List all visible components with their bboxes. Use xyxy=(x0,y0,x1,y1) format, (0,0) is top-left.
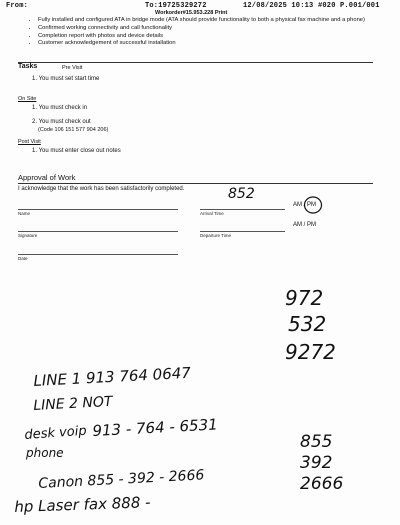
approval-title: Approval of Work xyxy=(18,173,76,182)
handwritten-hp-laser-fax: hp Laser fax 888 - xyxy=(14,493,151,516)
bullet-item: • Completion report with photos and device details xyxy=(38,33,383,41)
approval-statement: I acknowledge that the work has been satisfactorily completed. xyxy=(18,186,185,192)
handwritten-line2: LINE 2 NOT xyxy=(33,393,113,414)
fax-from: From: xyxy=(6,2,29,10)
arrival-time-line xyxy=(200,209,285,210)
handwritten-number: 392 xyxy=(300,453,333,473)
on-site-label: On Site xyxy=(18,96,37,102)
approval-divider xyxy=(18,183,373,184)
task-close-out-notes: 1. You must enter close out notes xyxy=(32,148,121,154)
handwritten-number: 532 xyxy=(288,312,327,336)
post-visit-label: Post Visit xyxy=(18,139,41,145)
fax-page: #020 P.001/001 xyxy=(318,2,380,10)
date-line xyxy=(18,254,178,255)
arrival-time-label: Arrival Time xyxy=(200,211,224,216)
tasks-divider xyxy=(18,62,373,63)
pm-circle-mark xyxy=(303,195,323,215)
task-check-in: 1. You must check in xyxy=(32,105,88,111)
handwritten-desk-voip: desk voip xyxy=(24,423,88,443)
tasks-title: Tasks xyxy=(18,63,38,70)
arrival-ampm: AM / PM xyxy=(293,202,317,208)
fax-to: To:19725329272 xyxy=(145,2,207,10)
task-set-start-time: 1. You must set start time xyxy=(32,76,100,82)
handwritten-number: 972 xyxy=(285,286,324,310)
check-out-code: (Code 106 151 577 904 206) xyxy=(38,127,109,133)
departure-time-label: Departure Time xyxy=(200,233,232,238)
handwritten-phone: phone xyxy=(26,446,64,460)
date-label: Date xyxy=(18,256,28,261)
name-line xyxy=(18,209,178,210)
workorder-number: Workorder#15.953.228 Print xyxy=(155,10,228,16)
handwritten-line1: LINE 1 913 764 0647 xyxy=(33,363,192,390)
bullet-item: • Customer acknowledgement of successful installation xyxy=(38,40,383,48)
departure-time-line xyxy=(200,231,285,232)
bullet-item: • Confirmed working connectivity and call functionality xyxy=(38,25,383,33)
pre-visit-label: Pre Visit xyxy=(62,65,83,71)
signature-label: Signature xyxy=(18,233,38,238)
handwritten-arrival-time: 852 xyxy=(228,186,255,202)
handwritten-canon: Canon 855 - 392 - 2666 xyxy=(38,467,205,492)
bullet-item: • Fully installed and configured ATA in bridge mode (ATA should provide functionality to both a physical fax machine and a phone) xyxy=(38,17,383,25)
handwritten-number: 855 xyxy=(300,432,333,452)
deliverables-list xyxy=(24,17,383,48)
task-check-out: 2. You must check out xyxy=(32,119,91,125)
handwritten-number: 9272 xyxy=(285,340,336,364)
signature-line xyxy=(18,231,178,232)
handwritten-number: 2666 xyxy=(300,474,344,494)
fax-datetime: 12/08/2025 10:13 xyxy=(243,2,314,10)
name-label: Name xyxy=(18,211,31,216)
handwritten-desk-number: 913 - 764 - 6531 xyxy=(92,415,219,440)
departure-ampm: AM / PM xyxy=(293,222,317,228)
